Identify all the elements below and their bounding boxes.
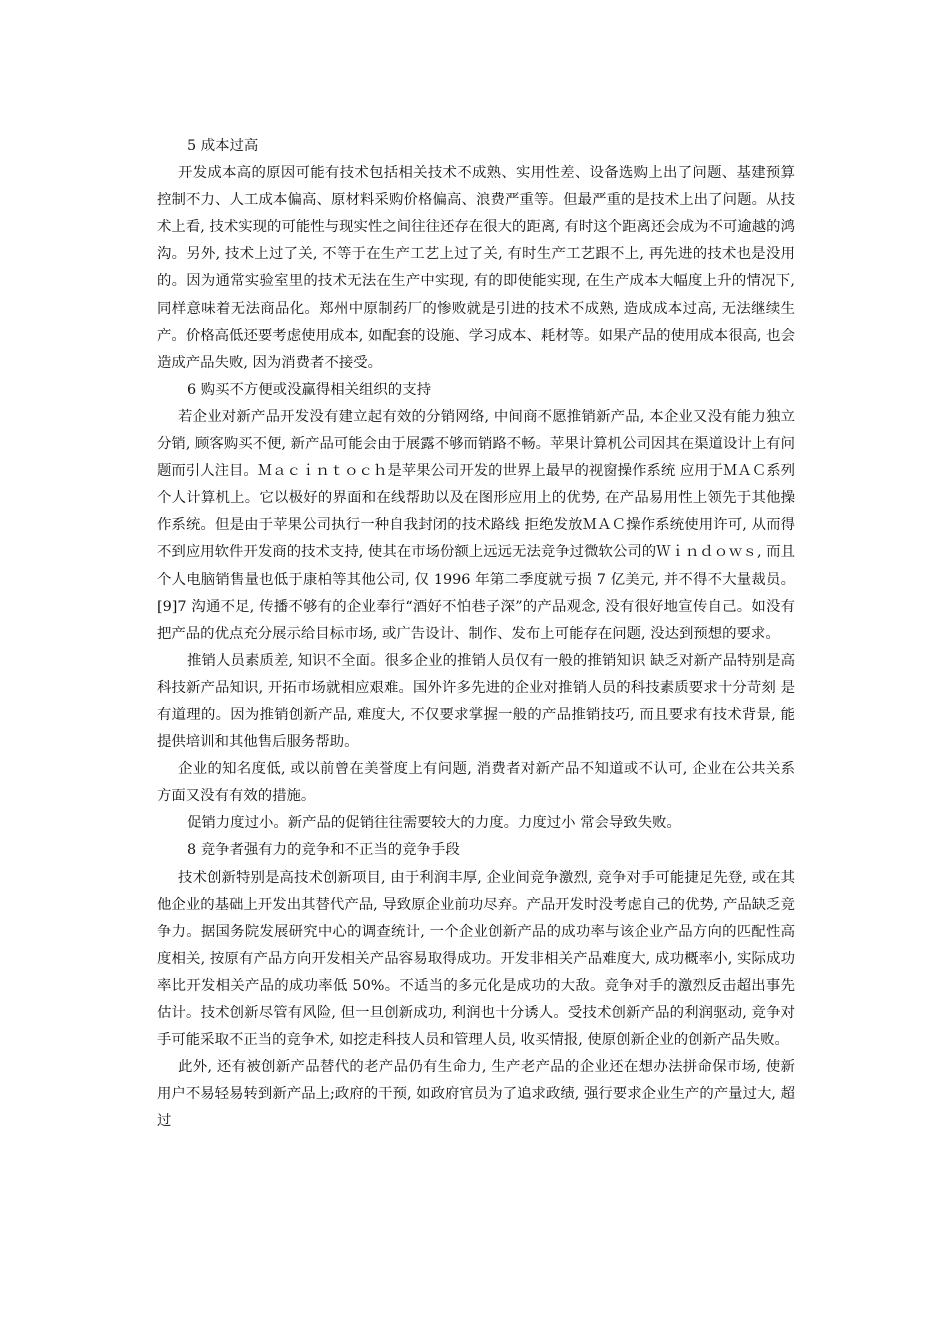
paragraph-other-factors: 此外, 还有被创新产品替代的老产品仍有生命力, 生产老产品的企业还在想办法拼命保市场, 使新用户不易轻易转到新产品上;政府的干预, 如政府官员为了追求政绩, 强行要求企业生产的产量过大, 超过 [157, 1059, 795, 1130]
paragraph-promotion: 促销力度过小。新产品的促销往往需要较大的力度。力度过小 常会导致失败。 [187, 815, 681, 832]
document-body [157, 133, 795, 1135]
paragraph-reputation: 企业的知名度低, 或以前曾在美誉度上有问题, 消费者对新产品不知道或不认可, 企业在公共关系方面又没有有效的措施。 [157, 761, 795, 805]
paragraph-competition: 技术创新特别是高技术创新项目, 由于利润丰厚, 企业间竞争激烈, 竞争对手可能捷足先登, 或在其他企业的基础上开发出其替代产品, 导致原企业前功尽弃。产品开发时没考虑自己的优势, 产品缺乏竞争力。据国务院发展研究中心的调查统计, 一个企业创新产品的成功率与该企业产品方向的匹配性高度相关, 按原有产品方向开发相关产品容易取得成功。开发非相关产品难度大, 成功概率小, 实际成功率比开发相关产品的成功率低 50%。不适当的多元化是成功的大敌。竞争对手的激烈反击超出事先估计。技术创新尽管有风险, 但一旦创新成功, 利润也十分诱人。受技术创新产品的利润驱动, 竞争对手可能采取不正当的竞争术, 如挖走科技人员和管理人员, 收买情报, 使原创新企业的创新产品失败。 [157, 869, 795, 1049]
paragraph-sales-staff: 推销人员素质差, 知识不全面。很多企业的推销人员仅有一般的推销知识 缺乏对新产品特别是高科技新产品知识, 开拓市场就相应艰难。国外许多先进的企业对推销人员的科技素质要求十分苛刻 是有道理的。因为推销创新产品, 难度大, 不仅要求掌握一般的产品推销技巧, 而且要求有技术背景, 能提供培训和其他售后服务帮助。 [157, 652, 795, 751]
section-heading-competition: 8 竞争者强有力的竞争和不正当的竞争手段 [187, 842, 460, 859]
section-heading-purchase: 6 购买不方便或没赢得相关组织的支持 [187, 381, 431, 398]
paragraph-distribution: 若企业对新产品开发没有建立起有效的分销网络, 中间商不愿推销新产品, 本企业又没有能力独立分销, 顾客购买不便, 新产品可能会由于展露不够而销路不畅。苹果计算机公司因其在渠道设计上有问题而引人注目。Ｍａｃｉｎｔｏｃｈ是苹果公司开发的世界上最早的视窗操作系统 应用于ＭＡＣ系列个人计算机上。它以极好的界面和在线帮助以及在图形应用上的优势, 在产品易用性上领先于其他操作系统。但是由于苹果公司执行一种自我封闭的技术路线 拒绝发放ＭＡＣ操作系统使用许可, 从而得不到应用软件开发商的技术支持, 使其在市场份额上远远无法竞争过微软公司的Ｗｉｎｄｏｗｓ, 而且个人电脑销售量也低于康柏等其他公司, 仅 1996 年第二季度就亏损 7 亿美元, 并不得不大量裁员。[9]7 沟通不足, 传播不够有的企业奉行“酒好不怕巷子深”的产品观念, 没有很好地宣传自己。如没有把产品的优点充分展示给目标市场, 或广告设计、制作、发布上可能存在问题, 没达到预想的要求。 [157, 408, 795, 642]
section-heading-cost: 5 成本过高 [187, 138, 259, 154]
paragraph-cost: 开发成本高的原因可能有技术包括相关技术不成熟、实用性差、设备选购上出了问题、基建预算控制不力、人工成本偏高、原材料采购价格偏高、浪费严重等。但最严重的是技术上出了问题。从技术上看, 技术实现的可能性与现实性之间往往还存在很大的距离, 有时这个距离还会成为不可逾越的鸿沟。另外, 技术上过了关, 不等于在生产工艺上过了关, 有时生产工艺跟不上, 再先进的技术也是没用的。因为通常实验室里的技术无法在生产中实现, 有的即使能实现, 在生产成本大幅度上升的情况下, 同样意味着无法商品化。郑州中原制药厂的惨败就是引进的技术不成熟, 造成成本过高, 无法继续生产。价格高低还要考虑使用成本, 如配套的设施、学习成本、耗材等。如果产品的使用成本很高, 也会造成产品失败, 因为消费者不接受。 [157, 165, 796, 371]
